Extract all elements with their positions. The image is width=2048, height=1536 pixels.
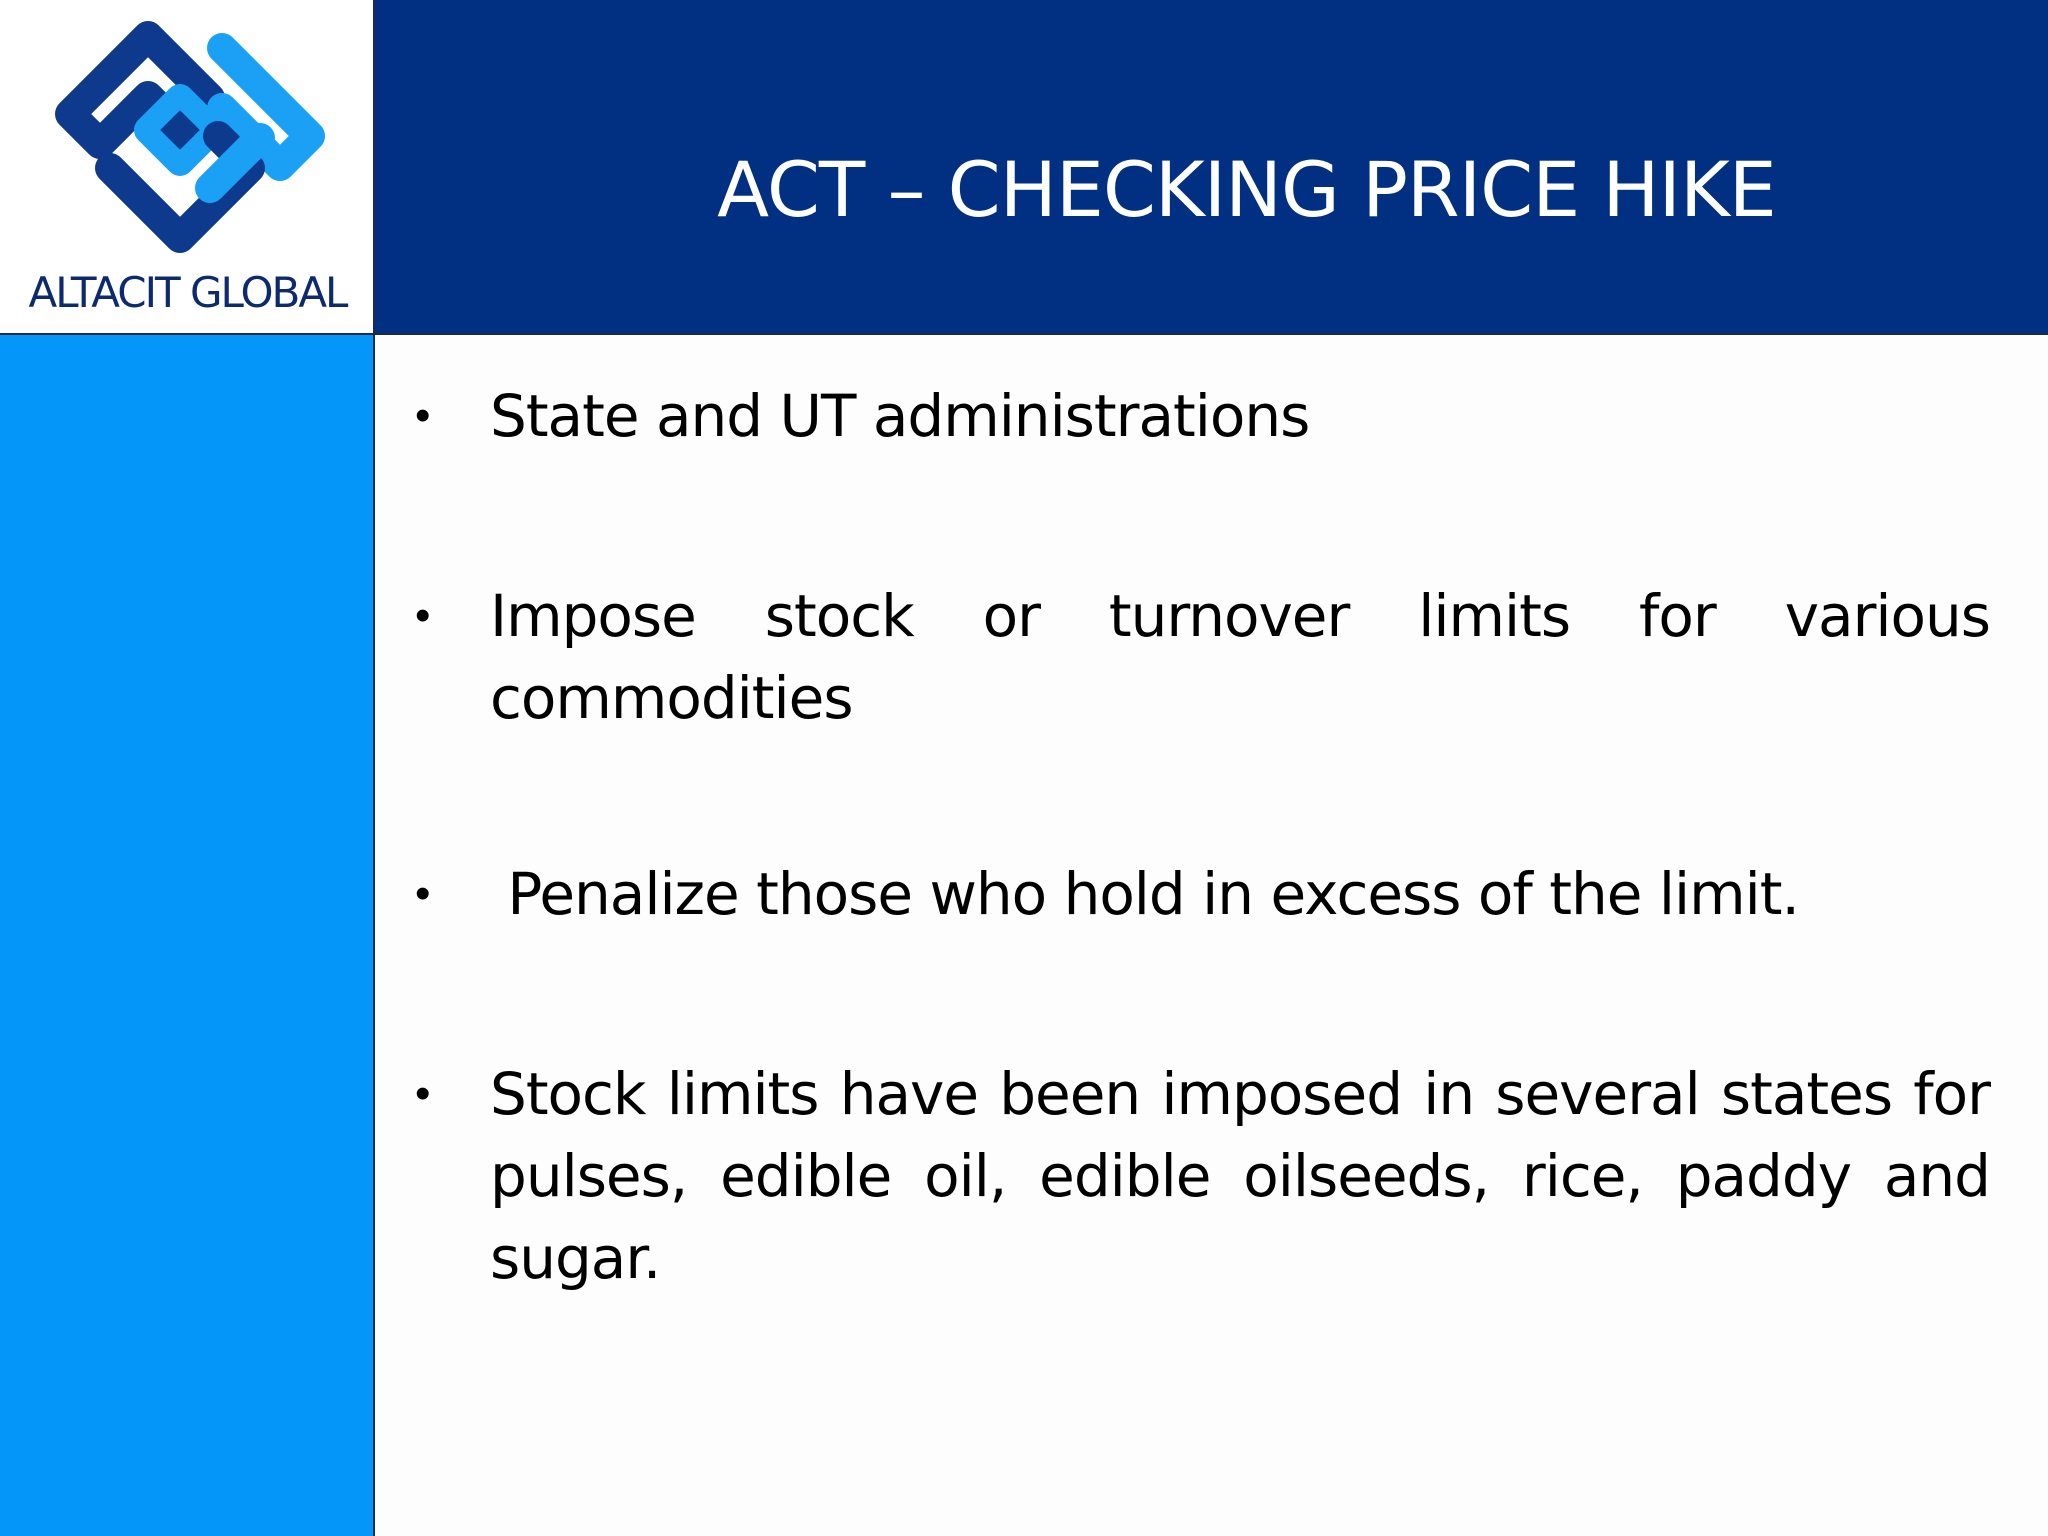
slide-title: ACT – CHECKING PRICE HIKE xyxy=(717,145,1776,234)
bullet-icon: • xyxy=(415,391,431,440)
bullet-text: State and UT administrations xyxy=(490,382,1310,450)
side-bar xyxy=(0,335,375,1536)
bullet-icon: • xyxy=(415,591,431,640)
title-bar xyxy=(375,0,2048,335)
interlocking-diamonds-logo-icon xyxy=(30,18,350,258)
logo-panel xyxy=(0,0,375,335)
bullet-icon: • xyxy=(415,1069,431,1118)
bullet-icon: • xyxy=(415,869,431,918)
bullet-text: Penalize those who hold in excess of the limit. xyxy=(490,860,1799,928)
company-name: ALTACIT GLOBAL xyxy=(28,268,347,317)
slide-content xyxy=(375,335,2048,1536)
bullet-text: Stock limits have been imposed in several states for pulses, edible oil, edible oilseeds, rice, paddy and sugar. xyxy=(490,1060,1990,1292)
bullet-text: Impose stock or turnover limits for various commodities xyxy=(490,582,1990,732)
